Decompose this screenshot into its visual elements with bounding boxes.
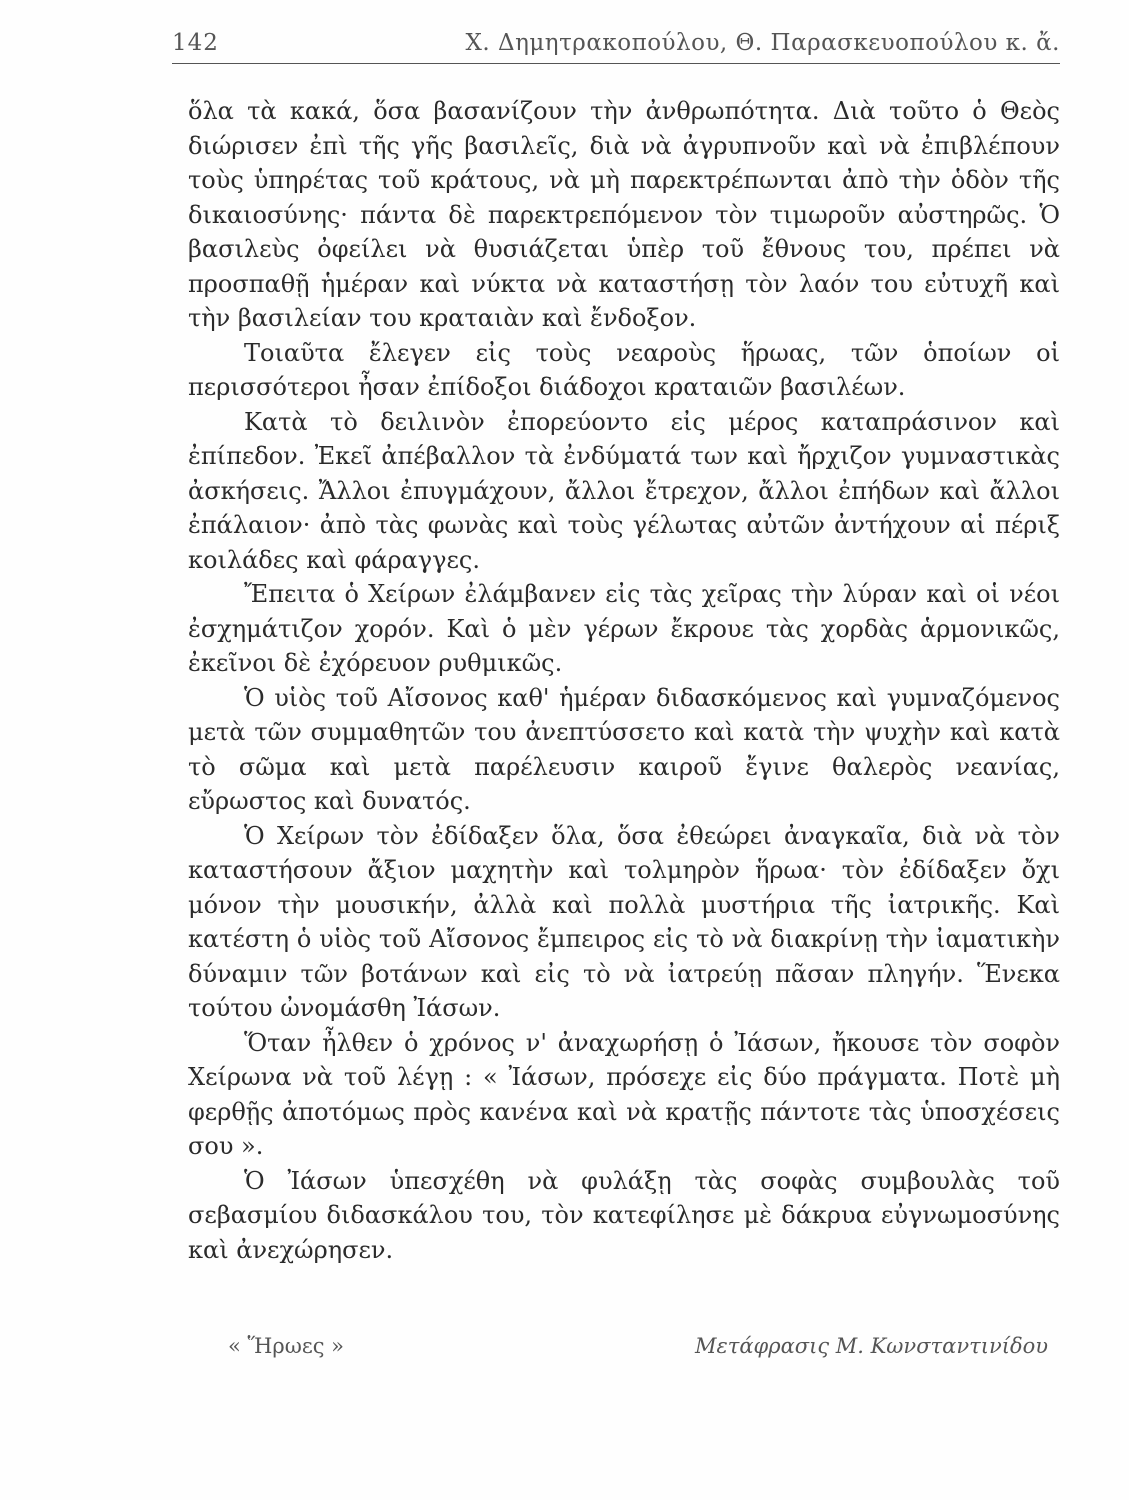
page-number: 142 — [172, 30, 219, 56]
running-head-title: Χ. Δημητρακοπούλου, Θ. Παρασκευοπούλου κ. ἄ. — [465, 30, 1060, 56]
paragraph: Ὅταν ἦλθεν ὁ χρόνος ν' ἀναχωρήσῃ ὁ Ἰάσων, ἤκουσε τὸν σοφὸν Χείρωνα νὰ τοῦ λέγῃ : « Ἰάσων, πρόσεχε εἰς δύο πράγματα. Ποτὲ μὴ φερθῇς ἀποτόμως πρὸς κανένα καὶ νὰ κρατῇς πάντοτε τὰς ὑποσχέσεις σου ». — [188, 1028, 1060, 1160]
paragraph: Κατὰ τὸ δειλινὸν ἐπορεύοντο εἰς μέρος καταπράσινον καὶ ἐπίπεδον. Ἐκεῖ ἀπέβαλλον τὰ ἐνδύματά των καὶ ἤρχιζον γυμναστικὰς ἀσκήσεις. Ἄλλοι ἐπυγμάχουν, ἄλλοι ἔτρεχον, ἄλλοι ἐπήδων καὶ ἄλλοι ἐπάλαιον· ἀπὸ τὰς φωνὰς καὶ τοὺς γέλωτας αὐτῶν ἀντήχουν αἱ πέριξ κοιλάδες καὶ φάραγγες. — [188, 407, 1060, 574]
source-title: « Ἥρωες » — [228, 1334, 344, 1358]
paragraph: ὅλα τὰ κακά, ὅσα βασανίζουν τὴν ἀνθρωπότητα. Διὰ τοῦτο ὁ Θεὸς διώρισεν ἐπὶ τῆς γῆς βασιλεῖς, διὰ νὰ ἀγρυπνοῦν καὶ νὰ ἐπιβλέπουν τοὺς ὑπηρέτας τοῦ κράτους, νὰ μὴ παρεκτρέπωνται ἀπὸ τὴν ὁδὸν τῆς δικαιοσύνης· πάντα δὲ παρεκτρεπόμενον τὸν τιμωροῦν αὐστηρῶς. Ὁ βασιλεὺς ὀφείλει νὰ θυσιάζεται ὑπὲρ τοῦ ἔθνους του, πρέπει νὰ προσπαθῇ ἡμέραν καὶ νύκτα νὰ καταστήσῃ τὸν λαόν του εὐτυχῆ καὶ τὴν βασιλείαν του κραταιὰν καὶ ἔνδοξον. — [188, 97, 1060, 332]
running-head — [172, 30, 1060, 60]
paragraph: Ὁ Χείρων τὸν ἐδίδαξεν ὅλα, ὅσα ἐθεώρει ἀναγκαῖα, διὰ νὰ τὸν καταστήσουν ἄξιον μαχητὴν καὶ τολμηρὸν ἥρωα· τὸν ἐδίδαξεν ὄχι μόνον τὴν μουσικήν, ἀλλὰ καὶ πολλὰ μυστήρια τῆς ἰατρικῆς. Καὶ κατέστη ὁ υἱὸς τοῦ Αἴσονος ἔμπειρος εἰς τὸ νὰ διακρίνῃ τὴν ἰαματικὴν δύναμιν τῶν βοτάνων καὶ εἰς τὸ νὰ ἰατρεύῃ πᾶσαν πληγήν. Ἕνεκα τούτου ὠνομάσθη Ἰάσων. — [188, 821, 1060, 1022]
body-text — [188, 94, 1060, 1267]
paragraph: Ὁ υἱὸς τοῦ Αἴσονος καθ' ἡμέραν διδασκόμενος καὶ γυμναζόμενος μετὰ τῶν συμμαθητῶν του ἀνεπτύσσετο καὶ κατὰ τὴν ψυχὴν καὶ κατὰ τὸ σῶμα καὶ μετὰ παρέλευσιν καιροῦ ἔγινε θαλερὸς νεανίας, εὔρωστος καὶ δυνατός. — [188, 683, 1060, 815]
page-footer — [228, 1334, 1048, 1364]
paragraph: Τοιαῦτα ἔλεγεν εἰς τοὺς νεαροὺς ἥρωας, τῶν ὁποίων οἱ περισσότεροι ἦσαν ἐπίδοξοι διάδοχοι κραταιῶν βασιλέων. — [188, 338, 1060, 401]
paragraph: Ὁ Ἰάσων ὑπεσχέθη νὰ φυλάξῃ τὰς σοφὰς συμβουλὰς τοῦ σεβασμίου διδασκάλου του, τὸν κατεφίλησε μὲ δάκρυα εὐγνωμοσύνης καὶ ἀνεχώρησεν. — [188, 1166, 1060, 1264]
header-rule — [172, 63, 1060, 64]
paragraph: Ἔπειτα ὁ Χείρων ἐλάμβανεν εἰς τὰς χεῖρας τὴν λύραν καὶ οἱ νέοι ἐσχημάτιζον χορόν. Καὶ ὁ μὲν γέρων ἔκρουε τὰς χορδὰς ἁρμονικῶς, ἐκεῖνοι δὲ ἐχόρευον ρυθμικῶς. — [188, 580, 1060, 677]
translator-credit: Μετάφρασις Μ. Κωνσταντινίδου — [694, 1334, 1048, 1358]
